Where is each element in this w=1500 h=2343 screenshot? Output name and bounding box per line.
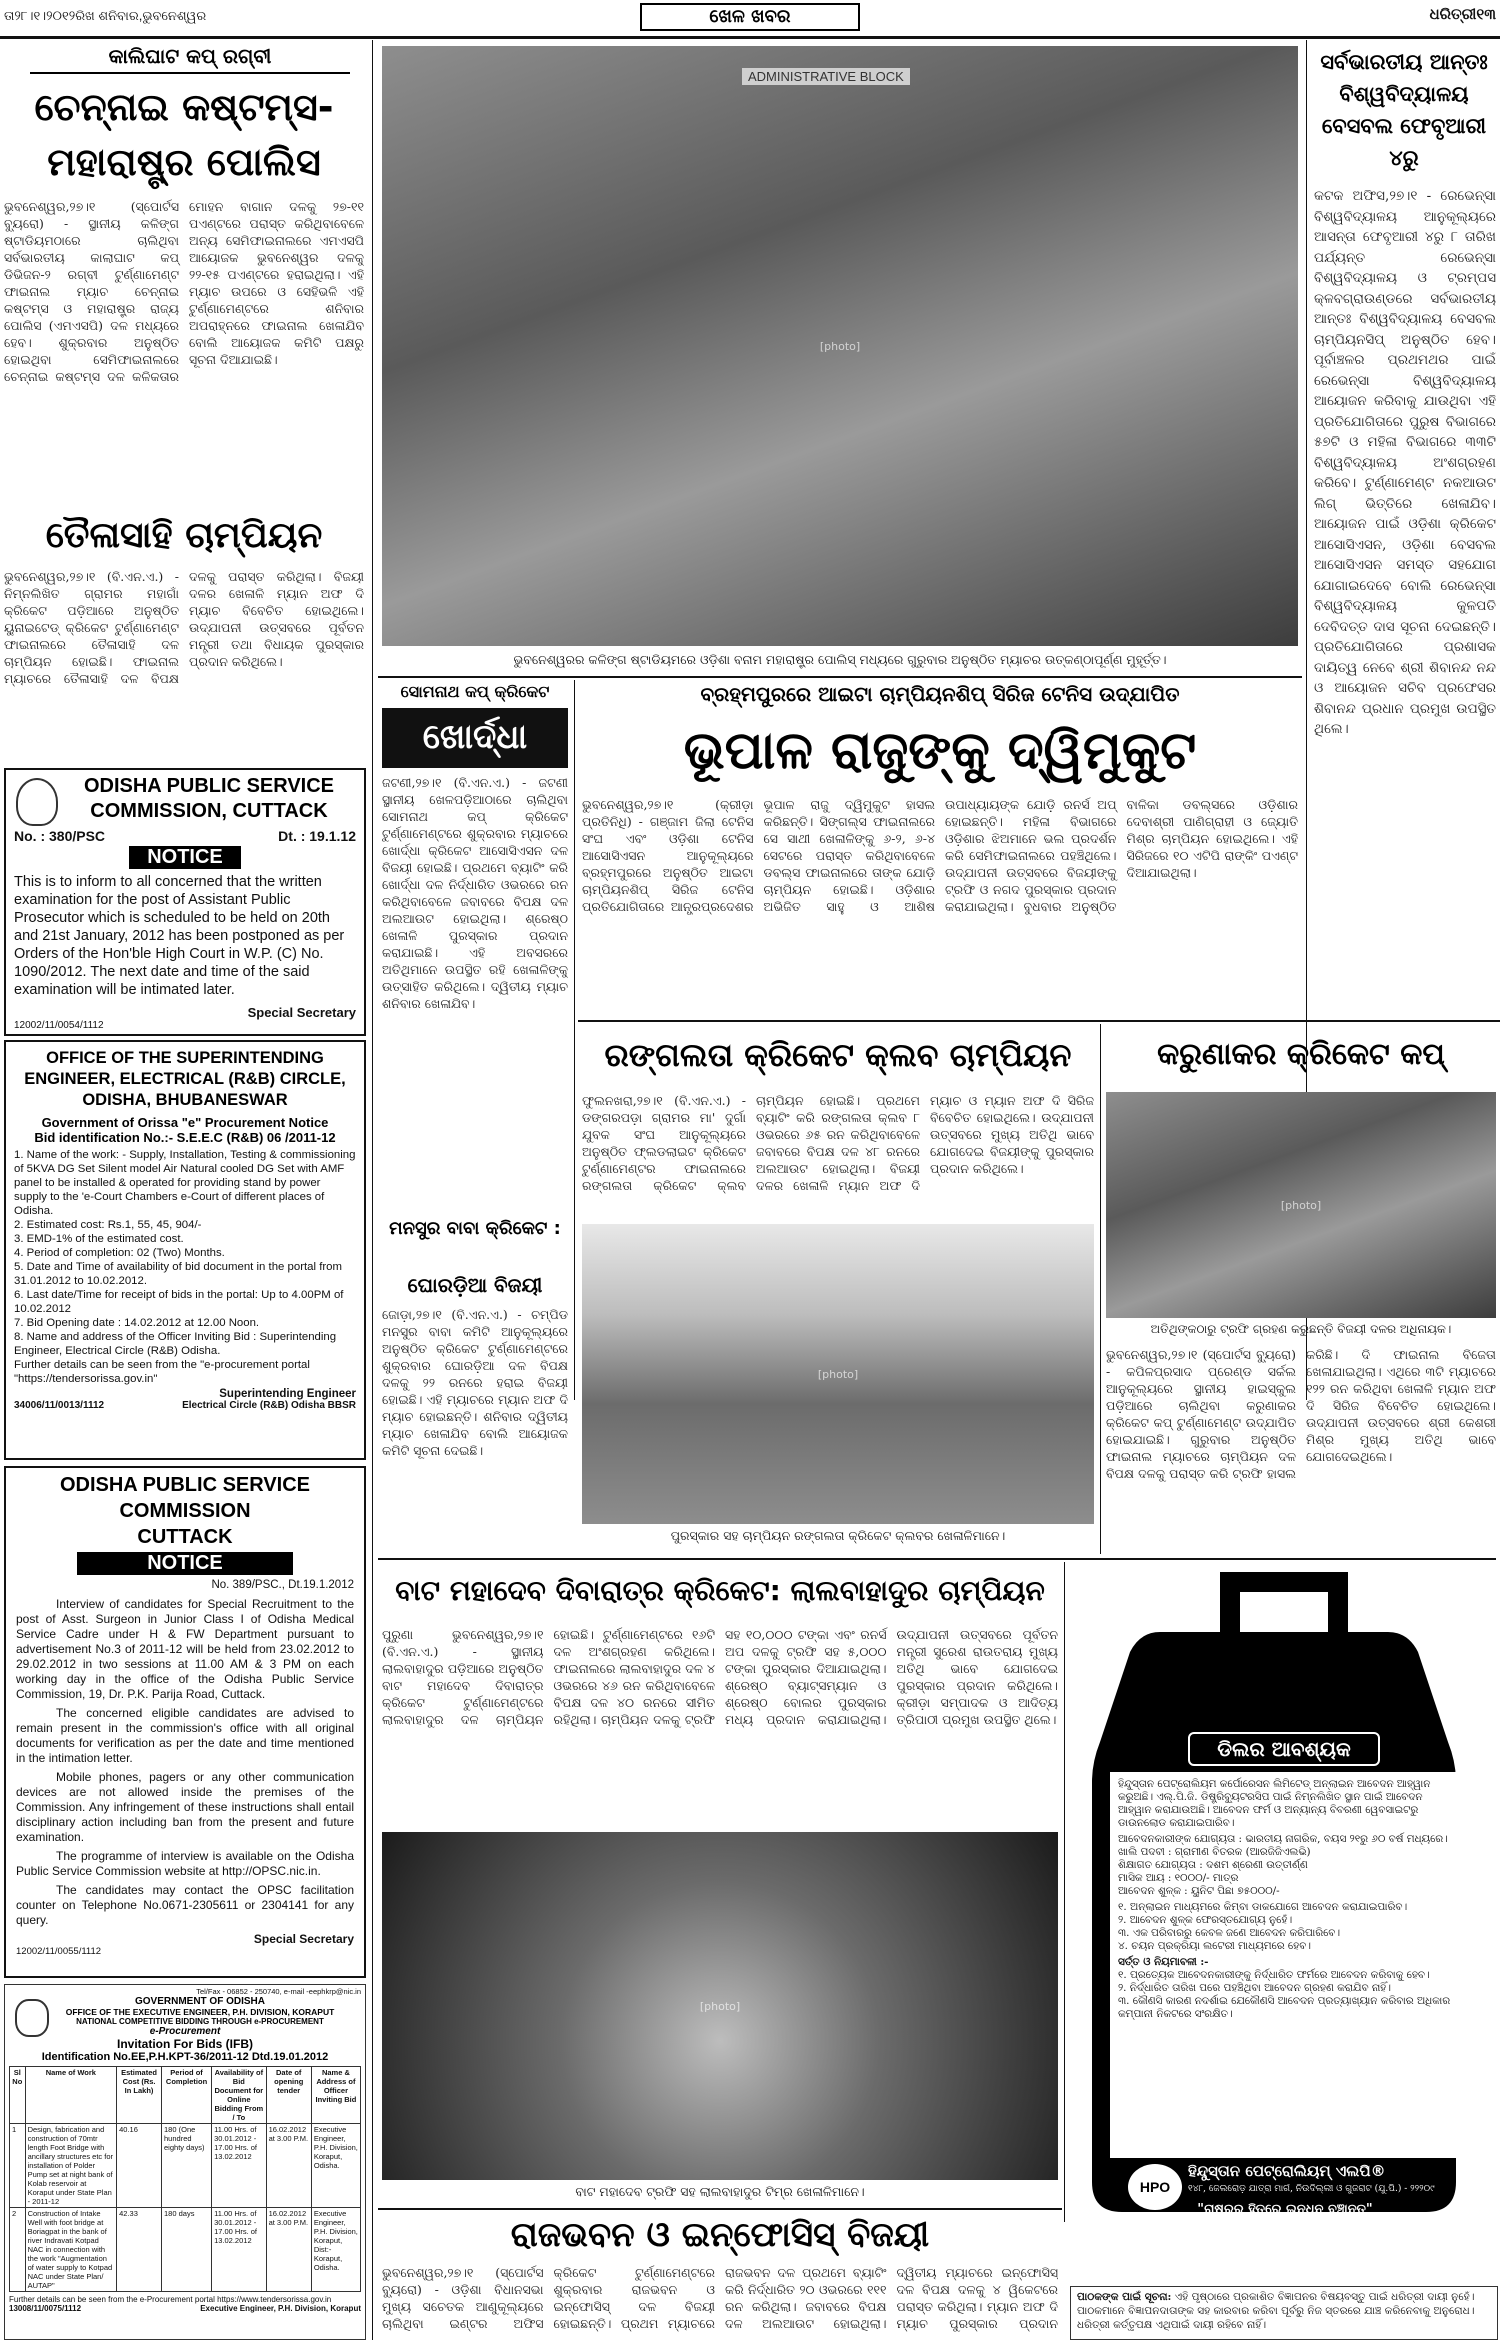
hp-slogan: "ରାଷ୍ଟ୍ରର ହିତରେ ଇନ୍ଧନ ବଞ୍ଚାନ୍ତୁ" [1197,2202,1373,2217]
hp-dealer-ad [1070,1562,1498,2228]
page-number: ଧରିତ୍ରୀ୧୩ [1429,6,1496,23]
se-item: 6. Last date/Time for receipt of bids in the portal: Up to 4.00PM of 10.02.2012 [14,1289,344,1315]
table-cell: 11.00 Hrs. of 30.01.2012 - 17.00 Hrs. of 13.02.2012 [212,2124,267,2208]
column-header: Availability of Bid Document for Online Bidding From / To [212,2067,267,2124]
table-cell: 11.00 Hrs. of 30.01.2012 - 17.00 Hrs. of 13.02.2012 [212,2208,267,2292]
opsc2-ref: 12002/11/0055/1112 [16,1946,102,1957]
hp-list-item: ୨. ଆବେଦନ ଶୁଳ୍କ ଫେରସ୍ତଯୋଗ୍ୟ ନୁହେଁ। [1118,1914,1293,1926]
photo-placeholder-label: [photo] [817,1367,859,1381]
header-date: ତା୨୮।୧।୨୦୧୨ରିଖ ଶନିବାର,ଭୁବନେଶ୍ୱର [4,8,207,23]
table-cell: 16.02.2012 at 3.00 P.M. [266,2208,311,2292]
rule [378,676,1302,678]
column-header: Sl No [10,2067,26,2124]
se-item: 1. Name of the work: - Supply, Installation, Testing & commissioning of 5KVA DG Set Silent model Air Natural cooled DG Set with AMF panel to be installed & operated for providing stand by power supply to the 'e-Court Chambers e-Court of different places of Odisha. [14,1149,356,1217]
column-header: Name & Address of Officer Inviting Bid [311,2067,360,2124]
photo-placeholder-label: [photo] [819,339,861,353]
lalbahadur-team-photo [382,1832,1058,2180]
hp-detail: ଖାଲି ପଦବୀ : ଗ୍ରାମୀଣ ବିତରକ (ଆରଜିଜିଏଲଭି) [1118,1846,1311,1858]
ifb-office: OFFICE OF THE EXECUTIVE ENGINEER, P.H. DIVISION, KORAPUT [65,2007,335,2017]
opsc1-sign: Special Secretary [247,1005,356,1020]
se-item[interactable]: Further details can be seen from the "e-procurement portal "https://tendersorissa.gov.in" [14,1359,310,1385]
rangalata-caption: ପୁରସ୍କାର ସହ ଚାମ୍ପିୟନ ରଙ୍ଗଲତା କ୍ରିକେଟ କ୍ଲବର ଖେଳାଳିମାନେ। [670,1528,1006,1543]
rugby-photo-caption: ଭୁବନେଶ୍ୱରର କଳିଙ୍ଗ ଷ୍ଟାଡିୟମରେ ଓଡ଼ିଶା ବନାମ ମହାରାଷ୍ଟ୍ର ପୋଲିସ୍ ମଧ୍ୟରେ ଗୁରୁବାର ଅନୁଷ୍ଠିତ ମ୍ୟାଚର ଉତ୍କଣ୍ଠାପୂର୍ଣ୍ଣ ମୁହୂର୍ତ୍ତ। [513,652,1167,667]
se-item: 2. Estimated cost: Rs.1, 55, 45, 904/- [14,1219,202,1231]
se-bid-id: Bid identification No.:- S.E.E.C (R&B) 06 /2011-12 [34,1130,336,1145]
lalbahadur-headline: ବାଟ ମହାଦେବ ଦିବାରାତ୍ର କ୍ରିକେଟ: ଲାଲବାହାଦୁର ଚାମ୍ପିୟନ [395,1574,1045,1607]
tennis-headline: ଭୂପାଳ ରାଜୁଙ୍କୁ ଦ୍ୱିମୁକୁଟ [683,721,1197,781]
mansur-kicker: ମନସୁର ବାବା କ୍ରିକେଟ : [389,1218,561,1239]
khordha-kicker: ସୋମନାଥ କପ୍ କ୍ରିକେଟ [400,682,550,701]
opsc2-sign: Special Secretary [253,1932,354,1946]
hp-detail: ଆବେଦନକାରୀଙ୍କ ଯୋଗ୍ୟତା : ଭାରତୀୟ ନାଗରିକ, ବୟସ ୨୧ରୁ ୬୦ ବର୍ଷ ମଧ୍ୟରେ। [1118,1833,1448,1845]
stadium-sign: ADMINISTRATIVE BLOCK [742,68,910,85]
hp-term: ୩. କୌଣସି କାରଣ ନଦର୍ଶାଇ ଯେକୌଣସି ଆବେଦନ ପ୍ରତ୍ୟାଖ୍ୟାନ କରିବାର ଅଧିକାର କମ୍ପାନୀ ନିକଟରେ ସଂରକ୍ଷିତ। [1118,1995,1451,2020]
opsc2-para: The candidates may contact the OPSC facilitation counter on Telephone No.0671-2305611 or 2304141 for any query. [16,1883,354,1927]
ifb-table [9,2066,361,2292]
column-header: Estimated Cost (Rs. In Lakh) [117,2067,162,2124]
reader-note-label: ପାଠକଙ୍କ ପାଇଁ ସୂଚନା: [1077,2291,1172,2303]
hp-list-item: ୧. ଅନ୍‌ଲାଇନ ମାଧ୍ୟମରେ କିମ୍ବା ଡାକଯୋଗେ ଆବେଦନ କରାଯାଇପାରିବ। [1118,1901,1408,1913]
hp-logo-text: HPO [1139,2179,1171,2195]
rule [578,1020,1500,1022]
opsc-notice-1 [4,768,366,1036]
photo-placeholder-label: [photo] [699,1999,741,2013]
table-cell: Design, fabrication and construction of 70mtr length Foot Bridge with ancillary structures etc for installation of Polder Pump set at night bank of Kolab reservoir at Koraput under State Plan - 2011-12 [25,2124,117,2208]
column-header: Name of Work [25,2067,117,2124]
lalbahadur-caption: ବାଟ ମହାଦେବ ଟ୍ରଫି ସହ ଲାଲବାହାଦୁର ଟିମ୍‌ର ଖେଳାଳିମାନେ। [575,2184,865,2199]
column-header: Date of opening tender [266,2067,311,2124]
se-title: OFFICE OF THE SUPERINTENDING ENGINEER, ELECTRICAL (R&B) CIRCLE, ODISHA, BHUBANESWAR [24,1049,346,1109]
khordha-headline: ଖୋର୍ଦ୍ଧା [382,708,568,768]
opsc2-para: Interview of candidates for Special Recruitment to the post of Asst. Surgeon in Junior Class I of Odisha Medical Service Cadre under H & FW Department pursuant to advertisement No.3 of 2011-12 will be held from 23.02.2012 to 29.02.2012 in two sessions at 11.00 AM & 3 PM on each working day in the office of the Odisha Public Service Commission, 19, Dr. P.K. Parija Road, Cuttack. [16,1597,354,1701]
hp-text-panel [1110,1772,1460,2158]
se-subtitle: Government of Orissa "e" Procurement Notice [41,1115,329,1130]
table-row [10,2208,361,2292]
se-item: 7. Bid Opening date : 14.02.2012 at 12.00 Noon. [14,1317,260,1329]
rajbhavan-body: ଭୁବନେଶ୍ୱର,୨୭।୧ (ସ୍ପୋର୍ଟସ ବ୍ୟୁରୋ) - ଓଡ଼ିଶା ବିଧାନସଭା ମୁଖ୍ୟ ସଚେତକ ଆଣୁକୂଲ୍ୟରେ ଚାଲିଥିବା ଇଣ୍ଟର ଅଫିସ କ୍ରିକେଟ ଟୁର୍ଣ୍ଣାମେଣ୍ଟରେ ଶୁକ୍ରବାର ରାଜଭବନ ଓ ଇନ୍‌ଫୋସିସ୍ ଦଳ ବିଜୟୀ ହୋଇଛନ୍ତି। ପ୍ରଥମ ମ୍ୟାଚରେ ରାଜଭବନ ଦଳ ପ୍ରଥମେ ବ୍ୟାଟିଂ କରି ନିର୍ଦ୍ଧାରିତ ୨୦ ଓଭରରେ ୧୧୧ ରନ କରିଥିଲା। ଜବାବରେ ବିପକ୍ଷ ଦଳ ଅଲଆଉଟ ହୋଇଥିଲା। ଦ୍ୱିତୀୟ ମ୍ୟାଚରେ ଇନ୍‌ଫୋସିସ୍ ଦଳ ବିପକ୍ଷ ଦଳକୁ ୪ ୱିକେଟରେ ପରାସ୍ତ କରିଥିଲା। ମ୍ୟାନ ଅଫ ଦି ମ୍ୟାଚ ପୁରସ୍କାର ପ୍ରଦାନ [382,2265,1058,2331]
rangalata-body: ଫୁଲନଖରା,୨୭।୧ (ବି.ଏନ.ଏ.) - ଡଙ୍ଗରପଡ଼ା ଗ୍ରାମର ମା' ଦୁର୍ଗା ଯୁବକ ସଂଘ ଆନୁକୂଲ୍ୟରେ ଅନୁଷ୍ଠିତ ଫ୍ଲଡଲାଇଟ କ୍ରିକେଟ ଟୁର୍ଣ୍ଣାମେଣ୍ଟର ଫାଇନାଲରେ ରଙ୍ଗଲତା କ୍ରିକେଟ କ୍ଲବ ଚାମ୍ପିୟନ ହୋଇଛି। ପ୍ରଥମେ ବ୍ୟାଟିଂ କରି ରଙ୍ଗଲତା କ୍ଲବ ୮ ଓଭରରେ ୬୫ ରନ କରିଥିବାବେଳେ ଜବାବରେ ବିପକ୍ଷ ଦଳ ୪୮ ରନରେ ଅଲଆଉଟ ହୋଇଥିଲା। ବିଜୟୀ ଦଳର ଖେଳାଳି ମ୍ୟାନ ଅଫ ଦି ମ୍ୟାଚ ଓ ମ୍ୟାନ ଅଫ ଦି ସିରିଜ ବିବେଚିତ ହୋଇଥିଲେ। ଉଦ୍‌ଯାପନୀ ଉତ୍ସବରେ ମୁଖ୍ୟ ଅତିଥି ଭାବେ ଯୋଗଦେଇ ବିଜୟୀଙ୍କୁ ପୁରସ୍କାର ପ୍ରଦାନ କରିଥିଲେ। [582,1093,1094,1193]
karunakar-caption: ଅତିଥିଙ୍କଠାରୁ ଟ୍ରଫି ଗ୍ରହଣ କରୁଛନ୍ତି ବିଜୟୀ ଦଳର ଅଧିନାୟକ। [1150,1322,1452,1336]
se-item: 4. Period of completion: 02 (Two) Months. [14,1247,225,1259]
opsc1-ref: 12002/11/0054/1112 [14,1020,104,1031]
hp-list-item: ୩. ଏକ ପରିବାରରୁ କେବଳ ଜଣେ ଆବେଦନ କରିପାରିବେ। [1118,1927,1341,1939]
table-cell: 16.02.2012 at 3.00 P.M. [266,2124,311,2208]
ifb-ncb: NATIONAL COMPETITIVE BIDDING THROUGH e-PROCUREMENT [76,2017,324,2026]
reader-note-text: ଏହି ପୃଷ୍ଠାରେ ପ୍ରକାଶିତ ବିଜ୍ଞାପନର ବିଷୟବସ୍ତୁ ପାଇଁ ଧରିତ୍ରୀ ଦାୟୀ ନୁହେଁ। ପାଠକମାନେ ବିଜ୍ଞାପନଦାତାଙ୍କ ସହ କାରବାର କରିବା ପୂର୍ବରୁ ନିଜ ସ୍ତରରେ ଯାଞ୍ଚ କରିନେବାକୁ ଅନୁରୋଧ। ଧରିତ୍ରୀ କର୍ତ୍ତୃପକ୍ଷ ଏଥିପାଇଁ ଦାୟୀ ରହିବେ ନାହିଁ। [1077,2291,1475,2331]
opsc2-para: The concerned eligible candidates are advised to remain present in the commission's office with all original documents for verification as per the date and time mentioned in the intimation letter. [16,1706,354,1765]
hp-term: ୨. ନିର୍ଦ୍ଧାରିତ ତାରିଖ ପରେ ପହଞ୍ଚିଥିବା ଆବେଦନ ଗ୍ରହଣ କରାଯିବ ନାହିଁ। [1118,1982,1391,1994]
ifb-sign: Executive Engineer, P.H. Division, Koraput [200,2304,361,2313]
hp-detail: ଆବେଦନ ଶୁଳ୍କ : ୟୁନିଟ ପିଛା ୭୫୦୦୦/- [1118,1885,1280,1897]
column-header: Period of Completion [162,2067,212,2124]
se-ref: 34006/11/0013/1112 [14,1400,105,1411]
opsc1-date: Dt. : 19.1.12 [278,828,356,844]
table-cell: 40.16 [117,2124,162,2208]
opsc2-para[interactable]: The programme of interview is available on the Odisha Public Service Commission website at http://OPSC.nic.in. [16,1849,354,1878]
ifb-identification: Identification No.EE,P.H.KPT-36/2011-12 Dtd.19.01.2012 [41,2051,329,2063]
se-item: 5. Date and Time of availability of bid document in the portal from 31.01.2012 to 10.02.2012. [14,1261,342,1287]
lalbahadur-body: ପୁରୁଣା ଭୁବନେଶ୍ୱର,୨୭।୧ (ବି.ଏନ.ଏ.) - ସ୍ଥାନୀୟ ଲାଲବାହାଦୁର ପଡ଼ିଆରେ ଅନୁଷ୍ଠିତ ବାଟ ମହାଦେବ ଦିବାରାତ୍ର କ୍ରିକେଟ ଟୁର୍ଣ୍ଣାମେଣ୍ଟରେ ଲାଲବାହାଦୁର ଦଳ ଚାମ୍ପିୟନ ହୋଇଛି। ଟୁର୍ଣ୍ଣାମେଣ୍ଟରେ ୧୬ଟି ଦଳ ଅଂଶଗ୍ରହଣ କରିଥିଲେ। ଫାଇନାଲରେ ଲାଲବାହାଦୁର ଦଳ ୪ ଓଭରରେ ୪୬ ରନ କରିଥିବାବେଳେ ବିପକ୍ଷ ଦଳ ୪୦ ରନରେ ସୀମିତ ରହିଥିଲା। ଚାମ୍ପିୟନ ଦଳକୁ ଟ୍ରଫି ସହ ୧୦,୦୦୦ ଟଙ୍କା ଏବଂ ରନର୍ସ ଅପ ଦଳକୁ ଟ୍ରଫି ସହ ୫,୦୦୦ ଟଙ୍କା ପୁରସ୍କାର ଦିଆଯାଇଥିଲା। ଶ୍ରେଷ୍ଠ ବ୍ୟାଟ୍ସମ୍ୟାନ ଓ ଶ୍ରେଷ୍ଠ ବୋଲର ପୁରସ୍କାର ମଧ୍ୟ ପ୍ରଦାନ କରାଯାଇଥିଲା। ଉଦ୍‌ଯାପନୀ ଉତ୍ସବରେ ପୂର୍ବତନ ମନ୍ତ୍ରୀ ସୁରେଶ ରାଉତରାୟ ମୁଖ୍ୟ ଅତିଥି ଭାବେ ଯୋଗଦେଇ ପୁରସ୍କାର ପ୍ରଦାନ କରିଥିଲେ। କ୍ରୀଡ଼ା ସମ୍ପାଦକ ଓ ଆଦିତ୍ୟ ତ୍ରିପାଠୀ ପ୍ରମୁଖ ଉପସ୍ଥିତ ଥିଲେ। [382,1627,1058,1727]
hp-detail: ମାସିକ ଆୟ : ୧୦୦୦/- ମାତ୍ର [1118,1872,1239,1884]
hp-terms-title: ସର୍ତ୍ତ ଓ ନିୟମାବଳୀ :- [1118,1956,1209,1968]
karunakar-body: ଭୁବନେଶ୍ୱର,୨୭।୧ (ସ୍ପୋର୍ଟସ ବ୍ୟୁରୋ) - କପିଳପ୍ରସାଦ ପ୍ରେଣ୍ଡ ସର୍କଲ ଆନୁକୂଲ୍ୟରେ ସ୍ଥାନୀୟ ହାଇସ୍କୁଲ ପଡ଼ିଆରେ ଚାଲିଥିବା କରୁଣାକର କ୍ରିକେଟ କପ୍ ଟୁର୍ଣ୍ଣାମେଣ୍ଟ ଉଦ୍‌ଯାପିତ ହୋଇଯାଇଛି। ଗୁରୁବାର ଅନୁଷ୍ଠିତ ଫାଇନାଲ ମ୍ୟାଚରେ ଚାମ୍ପିୟନ ଦଳ ବିପକ୍ଷ ଦଳକୁ ପରାସ୍ତ କରି ଟ୍ରଫି ହାସଲ କରିଛି। ଦି ଫାଇନାଲ ବିଜେତା ଖେଳାଯାଇଥିଲା। ଏଥିରେ ୩ଟି ମ୍ୟାଚରେ ୧୨୨ ରନ କରିଥିବା ଖେଳାଳି ମ୍ୟାନ ଅଫ ଦି ସିରିଜ ବିବେଚିତ ହୋଇଥିଲେ। ଉଦ୍‌ଯାପନୀ ଉତ୍ସବରେ ଶ୍ରୀ କେଶରୀ ମିଶ୍ର ମୁଖ୍ୟ ଅତିଥି ଭାବେ ଯୋଗଦେଇଥିଲେ। [1106,1347,1496,1481]
karunakar-headline: କରୁଣାକର କ୍ରିକେଟ କପ୍ [1157,1037,1445,1072]
hp-list-item: ୪. ଚୟନ ପ୍ରକ୍ରିୟା ଲଟେରୀ ମାଧ୍ୟମରେ ହେବ। [1118,1940,1311,1952]
table-cell: 42.33 [117,2208,162,2292]
khordha-body: ଜଟଣୀ,୨୭।୧ (ବି.ଏନ.ଏ.) - ଜଟଣୀ ସ୍ଥାନୀୟ ଖେଳପଡ଼ିଆଠାରେ ଚାଲିଥିବା ସୋମନାଥ କପ୍ କ୍ରିକେଟ ଟୁର୍ଣ୍ଣାମେଣ୍ଟରେ ଶୁକ୍ରବାର ମ୍ୟାଚରେ ଖୋର୍ଦ୍ଧା କ୍ରିକେଟ ଆସୋସିଏସନ ଦଳ ବିଜୟୀ ହୋଇଛି। ପ୍ରଥମେ ବ୍ୟାଟିଂ କରି ଖୋର୍ଦ୍ଧା ଦଳ ନିର୍ଦ୍ଧାରିତ ଓଭରରେ ରନ କରିଥିବାବେଳେ ଜବାବରେ ବିପକ୍ଷ ଦଳ ଅଲଆଉଟ ହୋଇଥିଲା। ଶ୍ରେଷ୍ଠ ଖେଳାଳି ପୁରସ୍କାର ପ୍ରଦାନ କରାଯାଇଛି। ଏହି ଅବସରରେ ଅତିଥିମାନେ ଉପସ୍ଥିତ ରହି ଖେଳାଳିଙ୍କୁ ଉତ୍ସାହିତ କରିଥିଲେ। ଦ୍ୱିତୀୟ ମ୍ୟାଚ ଶନିବାର ଖେଳାଯିବ। [382,775,568,1011]
se-item: 8. Name and address of the Officer Inviting Bid : Superintending Engineer, Electrical Circle (R&B) Odisha. [14,1331,337,1357]
story2-body: ଭୁବନେଶ୍ୱର,୨୭।୧ (ବି.ଏନ.ଏ.) - ନିମ୍ନଲିଖିତ ଗ୍ରାମର ମହାଗାଁ କ୍ରିକେଟ ପଡ଼ିଆରେ ଅନୁଷ୍ଠିତ ୟୁନାଇଟେଡ୍ କ୍ରିକେଟ ଟୁର୍ଣ୍ଣାମେଣ୍ଟ ଫାଇନାଲରେ ତୈଳାସାହି ଦଳ ଚାମ୍ପିୟନ ହୋଇଛି। ଫାଇନାଲ ମ୍ୟାଚରେ ତୈଳାସାହି ଦଳ ବିପକ୍ଷ ଦଳକୁ ପରାସ୍ତ କରିଥିଲା। ବିଜୟୀ ଦଳର ଖେଳାଳି ମ୍ୟାନ ଅଫ ଦି ମ୍ୟାଚ ବିବେଚିତ ହୋଇଥିଲେ। ଉଦ୍‌ଯାପନୀ ଉତ୍ସବରେ ପୂର୍ବତନ ମନ୍ତ୍ରୀ ତଥା ବିଧାୟକ ପୁରସ୍କାର ପ୍ରଦାନ କରିଥିଲେ। [4,569,364,686]
baseball-body: କଟକ ଅଫିସ,୨୭।୧ - ରେଭେନ୍ସା ବିଶ୍ୱବିଦ୍ୟାଳୟ ଆନୁକୂଲ୍ୟରେ ଆସନ୍ତା ଫେବୃଆରୀ ୪ରୁ ୮ ତାରିଖ ପର୍ଯ୍ୟନ୍ତ ରେଭେନ୍ସା ବିଶ୍ୱବିଦ୍ୟାଳୟ ଓ ଟ୍ରମ୍ପସ କ୍ଳବଗ୍ରାଉଣ୍ଡରେ ସର୍ବଭାରତୀୟ ଆନ୍ତଃ ବିଶ୍ୱବିଦ୍ୟାଳୟ ବେସବଲ ଚାମ୍ପିୟନସିପ୍ ଅନୁଷ୍ଠିତ ହେବ। ପୂର୍ବାଞ୍ଚଳର ପ୍ରଥମଥର ପାଇଁ ରେଭେନ୍ସା ବିଶ୍ୱବିଦ୍ୟାଳୟ ଆୟୋଜନ କରିବାକୁ ଯାଉଥିବା ଏହି ପ୍ରତିଯୋଗିତାରେ ପୁରୁଷ ବିଭାଗରେ ୫୭ଟି ଓ ମହିଳା ବିଭାଗରେ ୩୩ଟି ବିଶ୍ୱବିଦ୍ୟାଳୟ ଅଂଶଗ୍ରହଣ କରିବେ। ଟୁର୍ଣ୍ଣାମେଣ୍ଟ ନକଆଉଟ ଲିଗ୍ ଭିତ୍ତିରେ ଖେଳାଯିବ। ଆୟୋଜନ ପାଇଁ ଓଡ଼ିଶା କ୍ରିକେଟ ଆସୋସିଏସନ, ଓଡ଼ିଶା ବେସବଲ ଆସୋସିଏସନ ସମସ୍ତ ସହଯୋଗ ଯୋଗାଇଦେବେ ବୋଲି ରେଭେନ୍ସା ବିଶ୍ୱବିଦ୍ୟାଳୟ କୁଳପତି ଦେବିଦତ୍ତ ଦାସ ସୂଚନା ଦେଇଛନ୍ତି। ପ୍ରତିଯୋଗିତାରେ ପ୍ରଶାସକ ଦାୟିତ୍ୱ ନେବେ ଶ୍ରୀ ଶିବାନନ୍ଦ ନନ୍ଦ ଓ ଆୟୋଜନ ସଚିବ ପ୍ରଫେସର ଶିବାନନ୍ଦ ପ୍ରଧାନ ପ୍ରମୁଖ ଉପସ୍ଥିତ ଥିଲେ। [1314,188,1496,737]
hp-term: ୧. ପ୍ରତ୍ୟେକ ଆବେଦନକାରୀଙ୍କୁ ନିର୍ଦ୍ଧାରିତ ଫର୍ମରେ ଆବେଦନ କରିବାକୁ ହେବ। [1118,1969,1430,1981]
opsc1-title: ODISHA PUBLIC SERVICE COMMISSION, CUTTACK [83,775,335,822]
reader-note [1070,2286,1498,2340]
hp-company: ହିନ୍ଦୁସ୍ତାନ ପେଟ୍ରୋଲିୟମ୍ ଏଲପି® [1188,2162,1386,2180]
column-rule [1064,1562,1065,2222]
opsc-notice-2 [4,1466,366,1978]
opsc1-body: This is to inform to all concerned that the written examination for the post of Assistant Public Prosecutor which is scheduled to be held on 20th and 21st January, 2012 has been postponed as per Orders of the Hon'ble High Court in W.P. (C) No. 1090/2012. The next date and time of the said examination will be intimated later. [14,874,345,998]
hp-intro: ହିନ୍ଦୁସ୍ତାନ ପେଟ୍ରୋଲିୟମ କର୍ପୋରେସନ ଲିମିଟେଡ୍ ଅନ୍‌ଲାଇନ ଆବେଦନ ଆହ୍ୱାନ କରୁଅଛି। ଏଲ୍.ପି.ଜି. ଡିଷ୍ଟ୍ରିବ୍ୟୁଟରସିପ ପାଇଁ ନିମ୍ନଲିଖିତ ସ୍ଥାନ ପାଇଁ ଆବେଦନ ଆହ୍ୱାନ କରାଯାଉଅଛି। ଆବେଦନ ଫର୍ମ ଓ ଅନ୍ୟାନ୍ୟ ବିବରଣୀ ୱେବସାଇଟରୁ ଡାଉନଲୋଡ କରାଯାଇପାରିବ। [1118,1778,1431,1829]
tennis-body: ଭୁବନେଶ୍ୱର,୨୭।୧ (କ୍ରୀଡ଼ା ପ୍ରତିନିଧି) - ଗଞ୍ଜାମ ଜିଲା ଟେନିସ ସଂଘ ଏବଂ ଓଡ଼ିଶା ଟେନିସ ଆସୋସିଏସନ ଆନୁକୂଲ୍ୟରେ ବ୍ରହ୍ମପୁରରେ ଅନୁଷ୍ଠିତ ଆଇଟା ଚାମ୍ପିୟନଶିପ୍ ସିରିଜ ଟେନିସ ପ୍ରତିଯୋଗିତାରେ ଆନ୍ଧ୍ରପ୍ରଦେଶର ଭୂପାଳ ରାଜୁ ଦ୍ୱିମୁକୁଟ ହାସଲ କରିଛନ୍ତି। ସିଙ୍ଗଲ୍‌ସ ଫାଇନାଲରେ ସେ ସାଥୀ ଖେଳାଳିଙ୍କୁ ୬-୨, ୬-୪ ସେଟରେ ପରାସ୍ତ କରିଥିବାବେଳେ ଡବଲ୍‌ସ ଫାଇନାଲରେ ତାଙ୍କ ଯୋଡ଼ି ଚାମ୍ପିୟନ ହୋଇଛି। ଓଡ଼ିଶାର ଅଭିଜିତ ସାହୁ ଓ ଆଶିଷ ଉପାଧ୍ୟାୟଙ୍କ ଯୋଡ଼ି ରନର୍ସ ଅପ୍ ହୋଇଛନ୍ତି। ମହିଳା ବିଭାଗରେ ଓଡ଼ିଶାର ଝିଅମାନେ ଭଲ ପ୍ରଦର୍ଶନ କରି ସେମିଫାଇନାଲରେ ପହଞ୍ଚିଥିଲେ। ଉଦ୍‌ଯାପନୀ ଉତ୍ସବରେ ବିଜୟୀଙ୍କୁ ଟ୍ରଫି ଓ ନଗଦ ପୁରସ୍କାର ପ୍ରଦାନ କରାଯାଇଥିଲା। ବୁଧବାର ଅନୁଷ୍ଠିତ ବାଳିକା ଡବଲ୍‌ସରେ ଓଡ଼ିଶାର ଦେବାଶ୍ରୀ ପାଣିଗ୍ରାହୀ ଓ ଜ୍ୟୋତି ମିଶ୍ର ଚାମ୍ପିୟନ ହୋଇଥିଲେ। ଏହି ସିରିଜରେ ୧୦ ଏଟିପି ରାଙ୍କିଂ ପଏଣ୍ଟ ଦିଆଯାଇଥିଲା। [582,797,1298,914]
se-sign1: Superintending Engineer [219,1388,356,1400]
ifb-notice [4,1984,366,2340]
mansur-body: ଜୋଡ଼ା,୨୭।୧ (ବି.ଏନ.ଏ.) - ଚମ୍ପିଡ ମନସୁର ବାବା କମିଟି ଆନୁକୂଲ୍ୟରେ ଅନୁଷ୍ଠିତ କ୍ରିକେଟ ଟୁର୍ଣ୍ଣାମେଣ୍ଟରେ ଶୁକ୍ରବାର ଘୋରଡ଼ିଆ ଦଳ ବିପକ୍ଷ ଦଳକୁ ୨୨ ରନରେ ହରାଇ ବିଜୟୀ ହୋଇଛି। ଏହି ମ୍ୟାଚରେ ମ୍ୟାନ ଅଫ ଦି ମ୍ୟାଚ ହୋଇଛନ୍ତି। ଶନିବାର ଦ୍ୱିତୀୟ ମ୍ୟାଚ ଖେଳାଯିବ ବୋଲି ଆୟୋଜକ କମିଟି ସୂଚନା ଦେଇଛି। [382,1307,568,1458]
section-title: ଖେଳ ଖବର [640,3,860,31]
odisha-emblem-icon [15,1999,49,2037]
rangalata-headline: ରଙ୍ଗଲତା କ୍ରିକେଟ କ୍ଲବ ଚାମ୍ପିୟନ [604,1036,1072,1074]
opsc2-number: No. 389/PSC., Dt.19.1.2012 [211,1579,354,1591]
photo-placeholder-label: [photo] [1280,1198,1322,1212]
story1-headline: ଚେନ୍ନାଇ କଷ୍ଟମ୍‌ସ-ମହାରାଷ୍ଟ୍ର ପୋଲିସ [34,85,334,184]
table-cell: 1 [10,2124,26,2208]
column-rule [574,680,575,1400]
ifb-invitation: Invitation For Bids (IFB) [117,2037,253,2051]
mansur-headline: ଘୋରଡ଼ିଆ ବିଜୟୀ [407,1273,543,1297]
opsc2-city: CUTTACK [137,1526,233,1548]
ifb-footer[interactable]: Further details can be seen from the e-Procurement portal https://www.tendersorissa.gov.in [9,2295,332,2304]
table-header-row [10,2067,361,2124]
table-cell: 2 [10,2208,26,2292]
hp-address: ୧୪୮, ଜେଲରୋଡ଼ ଯାତ୍ରା ମାର୍ଗ, ନିଉଦିଲ୍ଲୀ ଓ ଗୁଜରାଟ (ଯୁ.ପି.) - ୨୨୨୦୯ [1188,2184,1435,2194]
rule [378,1558,1496,1560]
table-cell: Construction of Intake Well with foot bridge at Boriagpat in the bank of river Indravati Kotpad NAC in connection with the work "Augmentation of water supply to Kotpad NAC under State Plan/ AUTAP" [25,2208,117,2292]
table-cell: Executive Engineer, P.H. Division, Koraput, Dist:- Koraput, Odisha. [311,2208,360,2292]
rangalata-team-photo [582,1224,1094,1524]
story1-kicker: କାଲିଘାଟ କପ୍ ରଗ୍‌ବୀ [30,44,350,74]
hp-detail: ଶିକ୍ଷାଗତ ଯୋଗ୍ୟତା : ଦଶମ ଶ୍ରେଣୀ ଉତ୍ତୀର୍ଣ୍ଣ [1118,1859,1308,1871]
opsc-emblem-icon [16,778,58,826]
header-rule [0,36,1500,39]
opsc1-number: No. : 380/PSC [14,828,106,844]
story2-headline: ତୈଳାସାହି ଚାମ୍ପିୟନ [45,515,323,556]
table-cell: Executive Engineer, P.H. Division, Koraput, Odisha. [311,2124,360,2208]
baseball-headline: ସର୍ବଭାରତୀୟ ଆନ୍ତଃ ବିଶ୍ୱବିଦ୍ୟାଳୟ ବେସବଲ ଫେବୃଆରୀ ୪ରୁ [1320,50,1488,170]
column-rule [372,40,373,2340]
se-procurement-notice [4,1040,366,1460]
ifb-ref: 13008/11/0075/1112 [9,2304,82,2313]
ifb-gov: GOVERNMENT OF ODISHA [134,1996,265,2007]
hp-title: ଡିଲର ଆବଶ୍ୟକ [1217,1737,1351,1761]
tennis-kicker: ବ୍ରହ୍ମପୁରରେ ଆଇଟା ଚାମ୍ପିୟନଶିପ୍ ସିରିଜ ଟେନିସ ଉଦ୍‌ଯାପିତ [700,682,1180,706]
table-row [10,2124,361,2208]
column-rule [1100,1024,1101,1554]
se-sign2: Electrical Circle (R&B) Odisha BBSR [182,1400,356,1411]
opsc1-notice-badge: NOTICE [129,846,241,869]
se-item: 3. EMD-1% of the estimated cost. [14,1233,184,1245]
table-cell: 180 (One hundred eighty days) [162,2124,212,2208]
rajbhavan-headline: ରାଜଭବନ ଓ ଇନ୍‌ଫୋସିସ୍ ବିଜୟୀ [510,2215,930,2255]
ifb-telfax: Tel/Fax - 06852 - 250740, e-mail -eephkrp@nic.in [196,1987,361,1996]
opsc2-para: Mobile phones, pagers or any other communication devices are not allowed inside the premises of the Commission. Any infringement of these instructions shall entail disciplinary action including ban from the present and future examination. [16,1770,354,1844]
ifb-ep: e-Procurement [149,2026,221,2037]
opsc2-title: ODISHA PUBLIC SERVICE COMMISSION [59,1474,311,1522]
story1-body: ଭୁବନେଶ୍ୱର,୨୭।୧ (ସ୍ପୋର୍ଟସ ବ୍ୟୁରୋ) - ସ୍ଥାନୀୟ କଳିଙ୍ଗ ଷ୍ଟାଡିୟମଠାରେ ଚାଲିଥିବା ସର୍ବଭାରତୀୟ କାଲାଘାଟ କପ୍ ଡିଭିଜନ-୨ ରଗ୍‌ବୀ ଟୁର୍ଣ୍ଣାମେଣ୍ଟ ଫାଇନାଲ ମ୍ୟାଚ ଚେନ୍ନାଇ କଷ୍ଟମ୍‌ସ ଓ ମହାରାଷ୍ଟ୍ର ରାଜ୍ୟ ପୋଲିସ (ଏମଏସପି) ଦଳ ମଧ୍ୟରେ ହେବ। ଶୁକ୍ରବାର ଅନୁଷ୍ଠିତ ହୋଇଥିବା ସେମିଫାଇନାଲରେ ଚେନ୍ନାଇ କଷ୍ଟମ୍‌ସ ଦଳ କଳିକତାର ମୋହନ ବାଗାନ ଦଳକୁ ୨୭-୧୧ ପଏଣ୍ଟରେ ପରାସ୍ତ କରିଥିବାବେଳେ ଅନ୍ୟ ସେମିଫାଇନାଲରେ ଏମଏସପି ଆୟୋଜକ ଭୁବନେଶ୍ୱର ଦଳକୁ ୨୨-୧୫ ପଏଣ୍ଟରେ ହରାଇଥିଲା। ଏହି ମ୍ୟାଚ ଉପରେ ଓ ସେହିଭଳି ଏହି ଟୁର୍ଣ୍ଣାମେଣ୍ଟରେ ଶନିବାର ଅପରାହ୍ନରେ ଫାଇନାଲ ଖେଳାଯିବ ବୋଲି ଆୟୋଜକ କମିଟି ପକ୍ଷରୁ ସୂଚନା ଦିଆଯାଇଛି। [4,199,364,384]
karunakar-trophy-photo [1106,1092,1496,1318]
table-cell: 180 days [162,2208,212,2292]
rugby-photo [382,46,1298,646]
opsc2-notice-badge: NOTICE [77,1552,293,1575]
